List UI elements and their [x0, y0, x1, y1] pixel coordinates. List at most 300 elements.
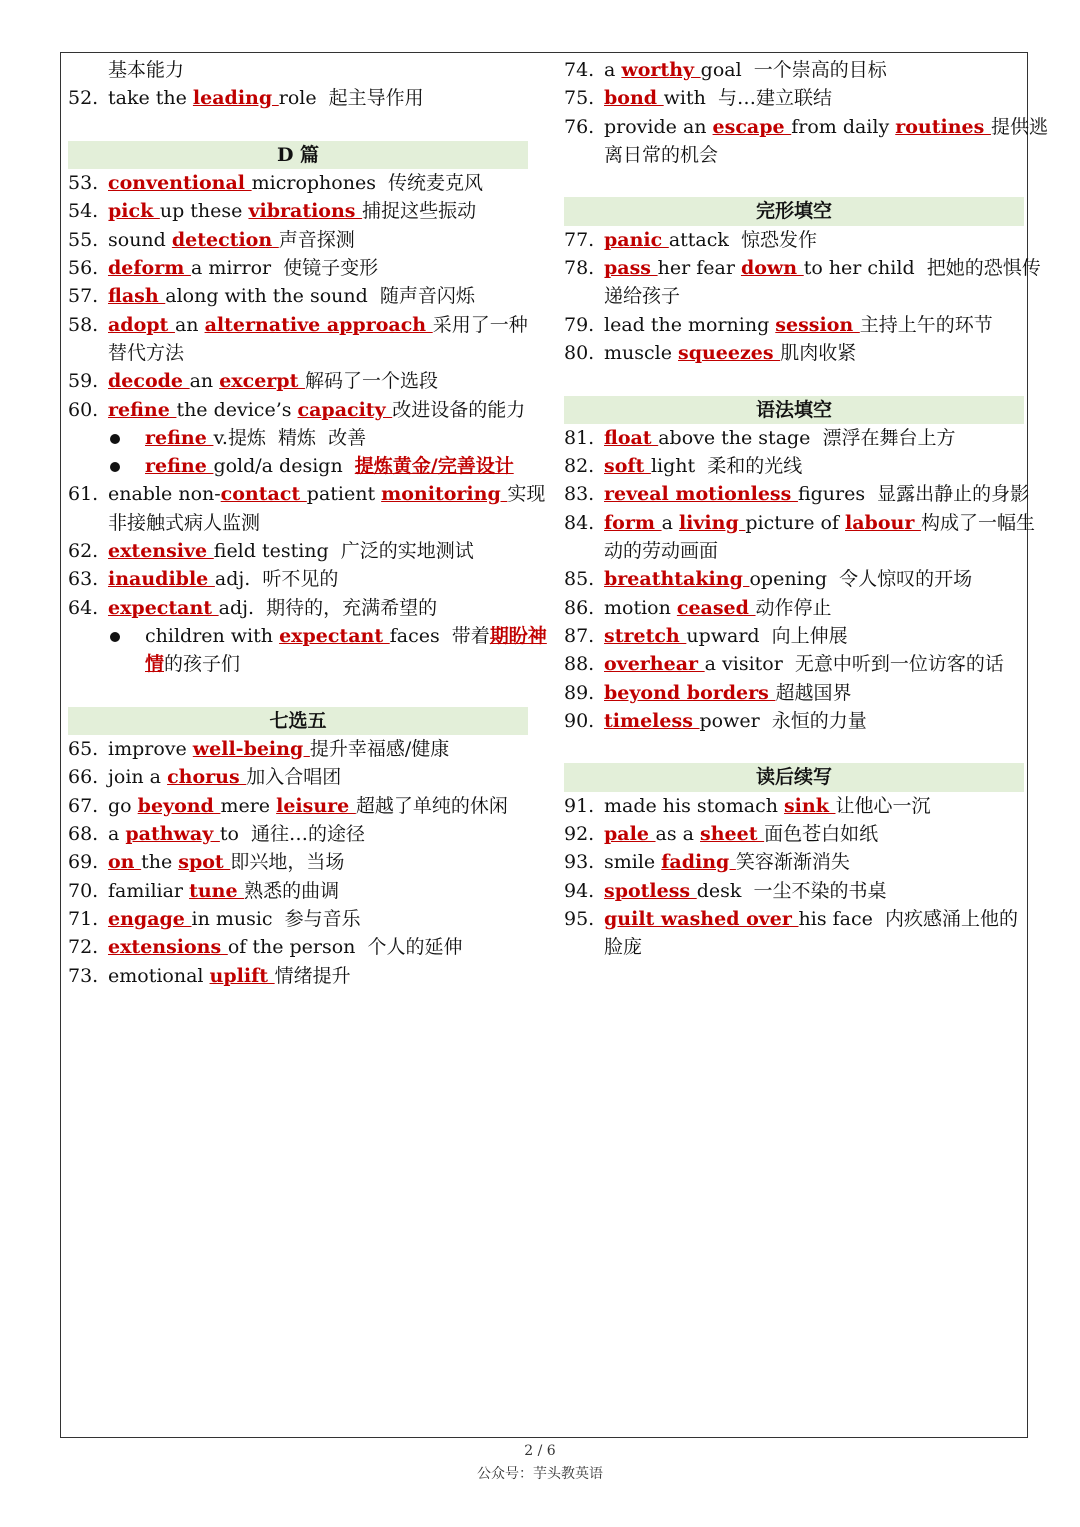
keyword: session [775, 313, 860, 336]
keyword: extensions [108, 936, 228, 959]
plain-text: 肌肉收紧 [780, 341, 857, 364]
vocab-item [68, 396, 528, 424]
plain-text: from daily [791, 115, 896, 138]
plain-text: enable non- [108, 483, 221, 506]
plain-text: 采用了一种 [432, 313, 528, 336]
keyword: chorus [167, 766, 247, 789]
vocab-item [564, 339, 1024, 367]
plain-text: 基本能力 [108, 59, 185, 81]
spacer [68, 113, 528, 141]
keyword: 提炼黄金/完善设计 [354, 455, 514, 478]
item-number: 94. [564, 879, 595, 902]
plain-text: 动的劳动画面 [604, 540, 719, 563]
item-number: 72. [68, 936, 99, 959]
item-text [108, 509, 528, 537]
item-number: 54. [68, 200, 99, 223]
item-text [108, 339, 528, 367]
item-text [108, 820, 528, 848]
item-text [145, 650, 528, 678]
plain-text: light 柔和的光线 [650, 455, 803, 478]
plain-text: gold/a design [213, 455, 355, 478]
plain-text: an [189, 370, 220, 393]
item-number: 65. [68, 738, 99, 761]
plain-text: figures 显露出静止的身影 [797, 483, 1030, 506]
plain-text: motion [604, 596, 677, 619]
item-text [108, 933, 528, 961]
item-text [604, 113, 1048, 141]
right-column [564, 56, 1048, 962]
item-text [604, 877, 1024, 905]
item-text [604, 480, 1030, 508]
keyword: monitoring [381, 483, 508, 506]
spacer [564, 367, 1024, 395]
plain-text: upward 向上伸展 [686, 624, 848, 647]
plain-text: 的孩子们 [164, 653, 241, 676]
plain-text: faces 带着 [389, 624, 490, 647]
item-text [604, 56, 1024, 84]
plain-text: her fear [657, 257, 741, 280]
keyword: inaudible [108, 568, 215, 591]
plain-text: 动作停止 [755, 596, 832, 619]
item-number: 67. [68, 794, 99, 817]
item-text [108, 962, 528, 990]
vocab-item [68, 848, 528, 876]
vocab-continuation [564, 282, 1024, 310]
plain-text: v.提炼 精炼 改善 [213, 426, 367, 449]
item-text [108, 197, 528, 225]
plain-text: 声音探测 [278, 228, 355, 251]
plain-text: desk 一尘不染的书桌 [696, 879, 887, 902]
vocab-item [68, 905, 528, 933]
vocab-item [68, 763, 528, 791]
item-number: 76. [564, 115, 595, 138]
plain-text: goal 一个崇高的目标 [700, 59, 887, 81]
plain-text: 替代方法 [108, 341, 185, 364]
plain-text: a visitor 无意中听到一位访客的话 [704, 653, 1004, 676]
item-text [604, 848, 1024, 876]
plain-text: sound [108, 228, 172, 251]
page-number: 2 / 6 [524, 1443, 556, 1459]
item-number: 59. [68, 370, 99, 393]
item-number: 80. [564, 341, 595, 364]
item-number: 81. [564, 426, 595, 449]
plain-text: go [108, 794, 138, 817]
item-text [108, 56, 528, 84]
keyword: expectant [279, 624, 390, 647]
vocab-item [68, 594, 528, 622]
item-text [604, 933, 1024, 961]
vocab-item [564, 254, 1041, 282]
item-number: 83. [564, 483, 595, 506]
keyword: labour [845, 511, 921, 534]
vocab-item [68, 311, 528, 339]
vocab-item [564, 650, 1024, 678]
keyword: timeless [604, 709, 700, 732]
plain-text: 实现 [507, 483, 546, 506]
keyword: alternative approach [204, 313, 433, 336]
keyword: living [678, 511, 746, 534]
plain-text: provide an [604, 115, 713, 138]
vocab-item [68, 877, 528, 905]
item-text [604, 452, 1024, 480]
plain-text: 提供逃 [990, 115, 1048, 138]
item-text [145, 424, 528, 452]
keyword: contact [220, 483, 307, 506]
bullet-icon [110, 462, 120, 472]
keyword: beyond [137, 794, 221, 817]
plain-text: a [108, 823, 126, 846]
item-number: 61. [68, 483, 99, 506]
keyword: fading [661, 851, 736, 874]
plain-text: 超越了单纯的休闲 [355, 794, 508, 817]
left-column [68, 56, 547, 990]
item-number: 64. [68, 596, 99, 619]
plain-text: 主持上午的环节 [859, 313, 993, 336]
plain-text: 脸庞 [604, 936, 643, 959]
plain-text: a mirror 使镜子变形 [190, 257, 379, 280]
item-text [604, 141, 1024, 169]
plain-text: patient [306, 483, 382, 506]
item-number: 62. [68, 540, 99, 563]
item-number: 53. [68, 172, 99, 195]
keyword: beyond borders [604, 681, 776, 704]
vocab-bullet [68, 622, 547, 650]
keyword: refine [145, 455, 214, 478]
item-number: 84. [564, 511, 595, 534]
vocab-item [68, 565, 528, 593]
item-number: 92. [564, 823, 595, 846]
item-number: 57. [68, 285, 99, 308]
keyword: deform [108, 257, 191, 280]
item-text [108, 396, 528, 424]
plain-text: 面色苍白如纸 [764, 823, 879, 846]
keyword: uplift [209, 964, 275, 987]
keyword: down [740, 257, 804, 280]
plain-text: to 通往…的途径 [219, 823, 366, 846]
item-text [145, 622, 547, 650]
keyword: well-being [192, 738, 310, 761]
vocab-item [564, 226, 1024, 254]
item-text [108, 905, 528, 933]
vocab-item [68, 480, 546, 508]
section-header: 读后续写 [564, 763, 1024, 791]
keyword: vibrations [248, 200, 363, 223]
item-text [108, 311, 528, 339]
vocab-bullet [68, 424, 528, 452]
item-text [108, 367, 528, 395]
keyword: flash [108, 285, 166, 308]
plain-text: up these [159, 200, 249, 223]
vocab-continuation [68, 56, 528, 84]
plain-text: the device’s [176, 398, 298, 421]
item-number: 88. [564, 653, 595, 676]
spacer [68, 679, 528, 707]
plain-text: 超越国界 [775, 681, 852, 704]
plain-text: 笑容渐渐消失 [735, 851, 850, 874]
vocab-item [68, 367, 528, 395]
keyword: capacity [297, 398, 393, 421]
item-text [108, 735, 528, 763]
plain-text: 加入合唱团 [246, 766, 342, 789]
plain-text: join a [108, 766, 168, 789]
keyword: squeezes [678, 341, 781, 364]
plain-text: a [604, 59, 622, 81]
vocab-continuation [564, 537, 1024, 565]
keyword: on [108, 851, 142, 874]
item-text [604, 282, 1024, 310]
keyword: tune [189, 879, 245, 902]
vocab-item [68, 820, 528, 848]
item-number: 73. [68, 964, 99, 987]
vocab-item [68, 282, 528, 310]
vocab-item [68, 537, 528, 565]
keyword: decode [108, 370, 190, 393]
plain-text: improve [108, 738, 193, 761]
item-number: 55. [68, 228, 99, 251]
item-text [108, 763, 528, 791]
vocab-continuation [564, 933, 1024, 961]
keyword: pass [604, 257, 658, 280]
keyword: refine [108, 398, 177, 421]
item-text [604, 905, 1024, 933]
vocab-item [564, 311, 1024, 339]
keyword: refine [145, 426, 214, 449]
keyword: pale [604, 823, 656, 846]
keyword: escape [712, 115, 792, 138]
keyword: float [604, 426, 659, 449]
plain-text: made his stomach [604, 794, 784, 817]
footer-note: 公众号：芋头教英语 [477, 1466, 603, 1482]
plain-text: role 起主导作用 [278, 87, 424, 110]
plain-text: mere [220, 794, 277, 817]
keyword: worthy [621, 59, 701, 81]
item-text [108, 84, 528, 112]
plain-text: field testing 广泛的实地测试 [213, 540, 474, 563]
plain-text: children with [145, 624, 280, 647]
item-text [604, 226, 1024, 254]
item-number: 71. [68, 907, 99, 930]
item-text [145, 452, 528, 480]
keyword: leading [192, 87, 279, 110]
item-number: 82. [564, 455, 595, 478]
plain-text: 情绪提升 [274, 964, 351, 987]
item-text [108, 282, 528, 310]
plain-text: 递给孩子 [604, 285, 681, 308]
item-text [604, 622, 1024, 650]
keyword: routines [895, 115, 991, 138]
item-number: 74. [564, 59, 595, 81]
vocab-item [564, 905, 1024, 933]
item-number: 58. [68, 313, 99, 336]
vocab-item [564, 877, 1024, 905]
plain-text: 改进设备的能力 [392, 398, 526, 421]
plain-text: lead the morning [604, 313, 776, 336]
item-text [604, 311, 1024, 339]
item-text [604, 650, 1024, 678]
keyword: adopt [108, 313, 175, 336]
vocab-item [564, 594, 1024, 622]
section-header: 语法填空 [564, 396, 1024, 424]
keyword: 情 [145, 653, 165, 676]
vocab-item [564, 848, 1024, 876]
plain-text: along with the sound 随声音闪烁 [165, 285, 475, 308]
vocab-item [564, 480, 1030, 508]
plain-text: microphones 传统麦克风 [251, 172, 484, 195]
item-text [108, 877, 528, 905]
plain-text: in music 参与音乐 [191, 907, 361, 930]
plain-text: 让他心一沉 [835, 794, 931, 817]
item-text [108, 226, 528, 254]
vocab-item [564, 792, 1024, 820]
keyword: conventional [108, 172, 252, 195]
keyword: form [604, 511, 662, 534]
keyword: guilt washed over [604, 907, 799, 930]
plain-text: 离日常的机会 [604, 143, 719, 166]
vocab-item [68, 226, 528, 254]
item-text [604, 509, 1035, 537]
vocab-item [68, 84, 528, 112]
keyword: engage [108, 907, 192, 930]
keyword: expectant [108, 596, 219, 619]
item-text [604, 565, 1024, 593]
item-number: 66. [68, 766, 99, 789]
item-text [604, 679, 1024, 707]
vocab-item [564, 707, 1024, 735]
vocab-item [68, 197, 528, 225]
item-text [604, 594, 1024, 622]
item-number: 87. [564, 624, 595, 647]
item-number: 75. [564, 87, 595, 110]
plain-text: the [141, 851, 179, 874]
plain-text: an [174, 313, 205, 336]
keyword: extensive [108, 540, 214, 563]
keyword: sheet [700, 823, 765, 846]
vocab-item [564, 679, 1024, 707]
vocab-item [68, 962, 528, 990]
item-text [604, 339, 1024, 367]
vocab-item [564, 565, 1024, 593]
keyword: 期盼神 [489, 624, 547, 647]
item-number: 86. [564, 596, 595, 619]
item-number: 93. [564, 851, 595, 874]
plain-text: smile [604, 851, 662, 874]
plain-text: 提升幸福感/健康 [309, 738, 450, 761]
item-text [604, 254, 1041, 282]
keyword: reveal motionless [604, 483, 798, 506]
keyword: panic [604, 228, 669, 251]
keyword: leisure [276, 794, 356, 817]
keyword: overhear [604, 653, 705, 676]
item-number: 79. [564, 313, 595, 336]
plain-text: 捕捉这些振动 [362, 200, 477, 223]
vocab-item [564, 84, 1024, 112]
vocab-item [68, 933, 528, 961]
vocab-item [68, 254, 528, 282]
item-number: 70. [68, 879, 99, 902]
keyword: pathway [125, 823, 220, 846]
vocab-continuation [564, 141, 1024, 169]
plain-text: above the stage 漂浮在舞台上方 [658, 426, 956, 449]
section-header: 七选五 [68, 707, 528, 735]
item-number: 69. [68, 851, 99, 874]
vocab-continuation [68, 509, 528, 537]
item-number: 89. [564, 681, 595, 704]
keyword: sink [783, 794, 836, 817]
plain-text: as a [655, 823, 701, 846]
keyword: bond [604, 87, 664, 110]
plain-text: of the person 个人的延伸 [227, 936, 463, 959]
keyword: breathtaking [604, 568, 750, 591]
keyword: detection [171, 228, 279, 251]
item-text [604, 707, 1024, 735]
plain-text: a [661, 511, 679, 534]
vocab-item [68, 792, 528, 820]
keyword: ceased [676, 596, 756, 619]
plain-text: 非接触式病人监测 [108, 511, 261, 534]
vocab-item [564, 820, 1024, 848]
spacer [564, 169, 1024, 197]
item-text [604, 792, 1024, 820]
item-number: 90. [564, 709, 595, 732]
vocab-continuation [68, 650, 528, 678]
plain-text: adj. 听不见的 [214, 568, 339, 591]
plain-text: opening 令人惊叹的开场 [749, 568, 973, 591]
item-number: 77. [564, 228, 595, 251]
plain-text: adj. 期待的，充满希望的 [218, 596, 438, 619]
item-text [604, 537, 1024, 565]
item-number: 85. [564, 568, 595, 591]
item-text [108, 792, 528, 820]
plain-text: picture of [745, 511, 846, 534]
keyword: spot [178, 851, 231, 874]
plain-text: emotional [108, 964, 210, 987]
item-text [108, 480, 546, 508]
plain-text: with 与…建立联结 [663, 87, 832, 110]
vocab-item [564, 452, 1024, 480]
vocab-item [68, 169, 528, 197]
plain-text: muscle [604, 341, 679, 364]
plain-text: attack 惊恐发作 [668, 228, 817, 251]
section-header: D 篇 [68, 141, 528, 169]
keyword: soft [604, 455, 651, 478]
item-number: 60. [68, 398, 99, 421]
vocab-item [564, 113, 1048, 141]
item-text [108, 565, 528, 593]
item-number: 78. [564, 257, 595, 280]
item-text [604, 820, 1024, 848]
item-text [604, 84, 1024, 112]
keyword: excerpt [219, 370, 305, 393]
plain-text: take the [108, 87, 193, 110]
item-number: 63. [68, 568, 99, 591]
plain-text: power 永恒的力量 [699, 709, 867, 732]
item-number: 56. [68, 257, 99, 280]
item-text [604, 424, 1024, 452]
item-text [108, 254, 528, 282]
plain-text: 构成了一幅生 [920, 511, 1035, 534]
item-number: 95. [564, 907, 595, 930]
vocab-item [68, 735, 528, 763]
plain-text: his face 内疚感涌上他的 [798, 907, 1018, 930]
item-number: 52. [68, 87, 99, 110]
plain-text: 即兴地，当场 [230, 851, 345, 874]
spacer [564, 735, 1024, 763]
item-text [108, 169, 528, 197]
bullet-icon [110, 434, 120, 444]
item-text [108, 537, 528, 565]
item-number: 68. [68, 823, 99, 846]
item-text [108, 848, 528, 876]
